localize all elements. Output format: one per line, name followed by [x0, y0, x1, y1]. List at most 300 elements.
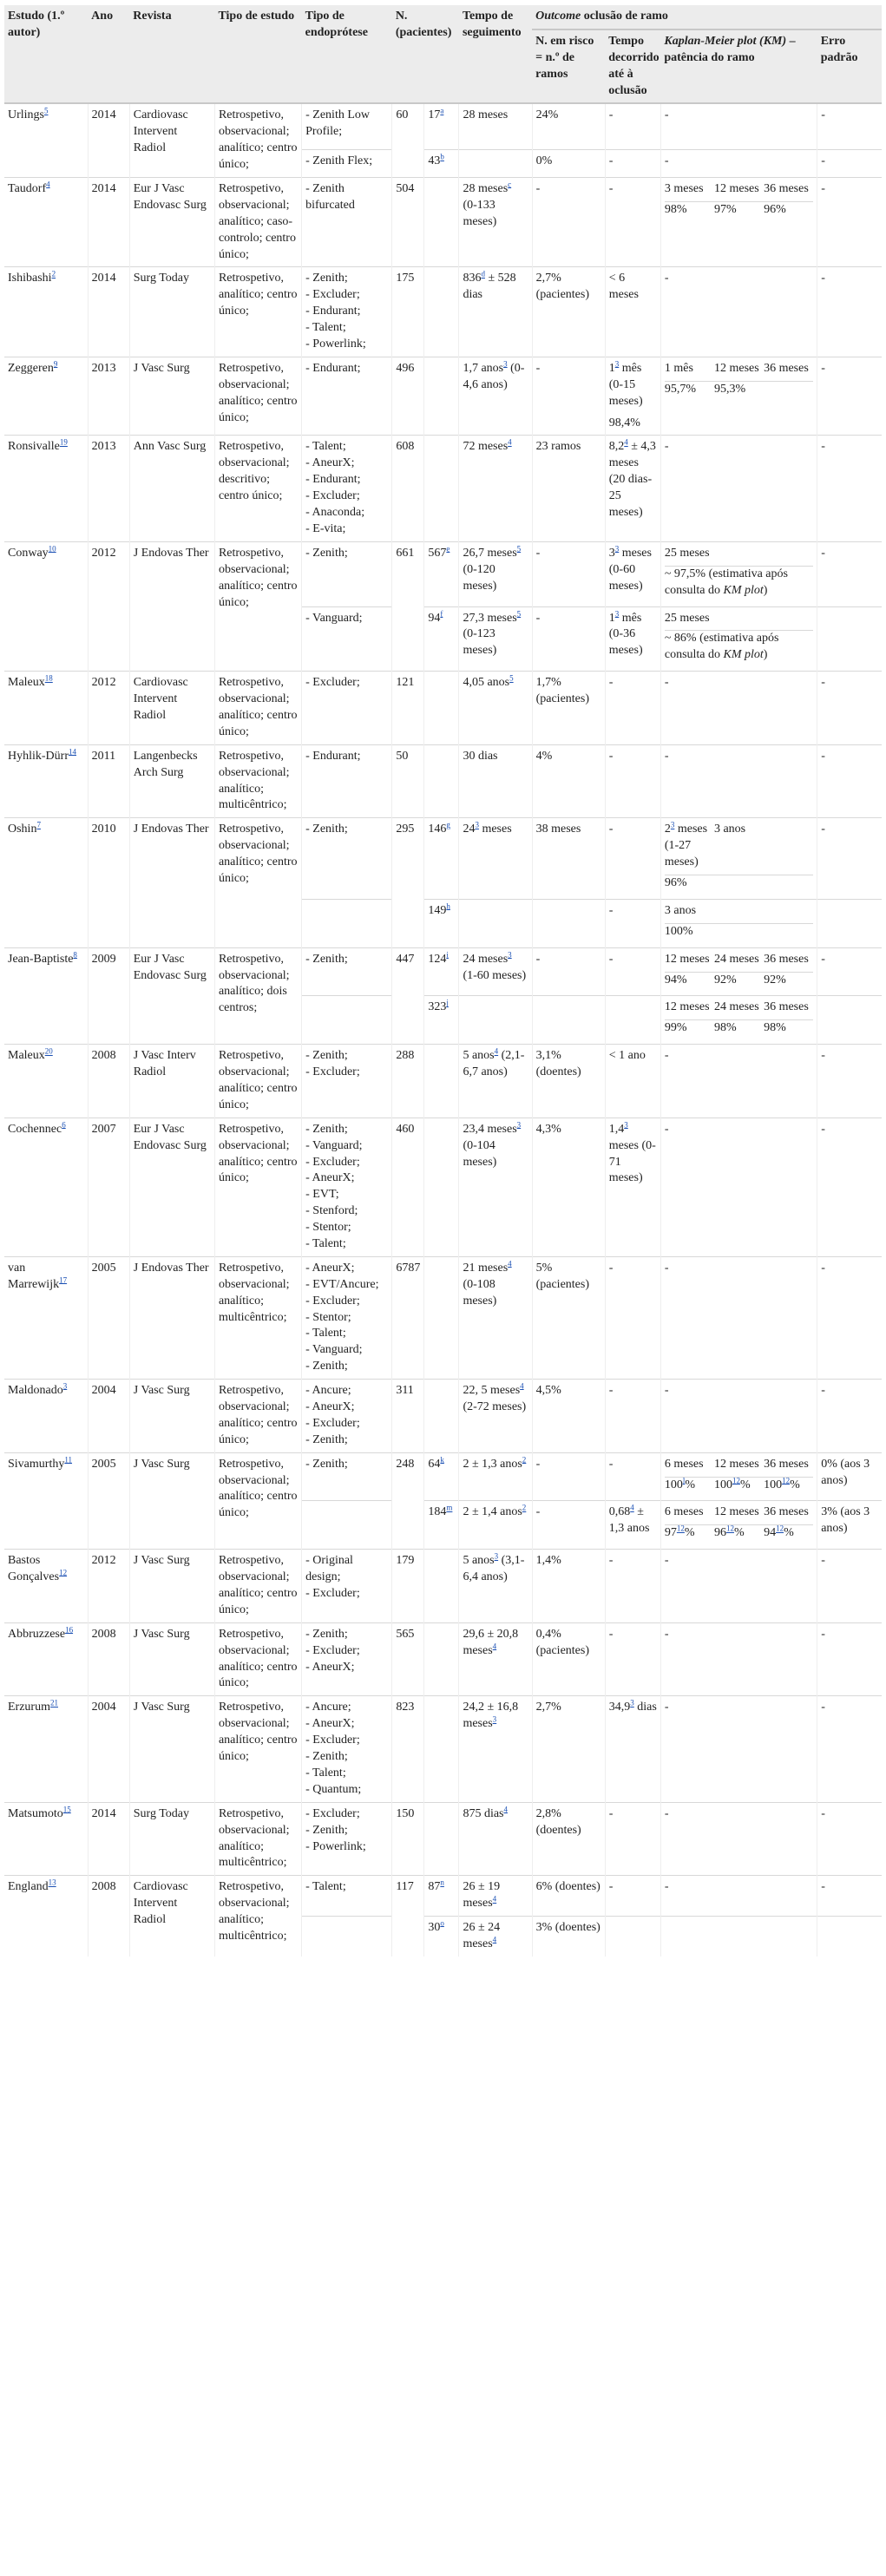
footnote-link[interactable]: 2 — [522, 1503, 527, 1512]
time-to-occlusion-cell: - — [605, 1452, 660, 1501]
journal-cell: Eur J Vasc Endovasc Surg — [129, 1118, 214, 1256]
time-to-occlusion-cell: $1^3$ mês (0-15 meses) 98,4% — [605, 357, 660, 436]
risk-cell: 4% — [532, 744, 605, 818]
km-row — [665, 611, 813, 631]
footnote-link[interactable]: 4 — [508, 1259, 512, 1268]
footnote-link[interactable]: 14 — [69, 747, 76, 757]
footnote-link[interactable]: 5 — [516, 608, 522, 618]
km-value: 36 meses — [764, 1505, 809, 1519]
author-ref[interactable] — [60, 438, 68, 447]
km-cell: - — [660, 103, 817, 150]
footnote-ref[interactable] — [493, 1935, 497, 1943]
footnote-ref[interactable] — [522, 1504, 527, 1512]
year-cell: 2010 — [88, 818, 129, 947]
footnote-link[interactable]: 2 — [522, 1455, 527, 1465]
km-row — [665, 381, 813, 401]
journal-cell: Surg Today — [129, 1802, 214, 1876]
journal-cell: Eur J Vasc Endovasc Surg — [129, 947, 214, 1045]
author-cell: Taudorf$^4$ — [4, 178, 88, 267]
std-error-cell — [817, 606, 882, 672]
footnote-link[interactable]: b — [440, 152, 444, 161]
km-plot-italic: KM plot — [723, 583, 764, 597]
n-patients-cell: 823 — [392, 1696, 424, 1802]
footnote-ref[interactable] — [520, 1381, 524, 1390]
prosthesis-item: - AneurX; — [305, 1261, 355, 1275]
prosthesis-item: - Anaconda; — [305, 506, 365, 520]
header-endoprotese: Tipo de endoprótese — [302, 5, 392, 103]
std-error-cell: - — [817, 1550, 882, 1623]
km-value: $94^{12}\%$ — [764, 1525, 813, 1545]
footnote-link[interactable]: 12 — [732, 1475, 740, 1485]
footnote-ref[interactable] — [440, 107, 443, 115]
footnote-link[interactable]: i — [446, 949, 449, 959]
footnote-link[interactable]: 5 — [44, 106, 49, 115]
prosthesis-item: - Zenith; — [305, 1122, 348, 1136]
year-cell: 2008 — [88, 1876, 129, 1957]
header-n-pacientes: N. (pacientes) — [392, 5, 459, 103]
footnote-link[interactable]: 13 — [48, 1878, 56, 1887]
study-type-cell: Retrospetivo, observacional; analítico; centro único; — [214, 1045, 301, 1118]
footnote-link[interactable]: c — [508, 180, 512, 189]
prosthesis-item: - Powerlink; — [305, 1839, 366, 1853]
footnote-link[interactable]: n — [440, 1878, 444, 1887]
footnote-link[interactable]: 4 — [624, 437, 628, 447]
footnote-link[interactable]: 3 — [614, 359, 620, 369]
n-patients-cell: 504 — [392, 178, 424, 267]
footnote-link[interactable]: 3 — [503, 359, 508, 369]
n-patients-cell: 608 — [392, 436, 424, 541]
risk-cell: 3% (doentes) — [532, 1917, 605, 1957]
footnote-link[interactable]: 12 — [725, 1524, 734, 1533]
footnote-ref[interactable] — [440, 1918, 444, 1927]
journal-cell: Cardiovasc Intervent Radiol — [129, 103, 214, 177]
footnote-ref[interactable] — [495, 1047, 499, 1056]
time-to-occlusion-cell: - — [605, 947, 660, 996]
footnote-link[interactable]: 17 — [59, 1275, 68, 1285]
author-ref[interactable] — [45, 674, 53, 683]
study-type-cell: Retrospetivo, observacional; analítico; centro único; — [214, 1380, 301, 1453]
std-error-cell: - — [817, 541, 882, 606]
author-ref[interactable] — [65, 1625, 73, 1634]
n-subgroup-cell — [424, 1622, 459, 1696]
km-cell: - — [660, 436, 817, 541]
risk-cell: 0,4% (pacientes) — [532, 1622, 605, 1696]
prosthesis-cell — [302, 1622, 392, 1696]
prosthesis-item: - Excluder; — [305, 1065, 360, 1079]
footnote-link[interactable]: k — [440, 1455, 444, 1465]
footnote-link[interactable]: 19 — [59, 437, 68, 447]
footnote-link[interactable]: 7 — [36, 820, 41, 829]
footnote-ref[interactable] — [508, 950, 512, 959]
n-subgroup-cell: 17$^a$ — [424, 103, 459, 150]
author-ref[interactable] — [63, 1805, 71, 1813]
prosthesis-item: - Zenith; — [305, 1049, 348, 1063]
km-value: 100$^l$% — [665, 1477, 714, 1497]
table-row — [4, 744, 882, 818]
journal-cell: J Vasc Interv Radiol — [129, 1045, 214, 1118]
footnote-link[interactable]: 2 — [51, 269, 56, 279]
km-value: 98% — [665, 201, 714, 221]
n-patients-cell: 60 — [392, 103, 424, 177]
footnote-link[interactable]: 9 — [53, 359, 58, 369]
footnote-link[interactable]: 15 — [62, 1805, 71, 1814]
std-error-cell: - — [817, 103, 882, 150]
km-subtable — [665, 1457, 813, 1498]
footnote-link[interactable]: 4 — [494, 1046, 499, 1056]
km-cell: - — [660, 1256, 817, 1379]
km-row — [665, 201, 813, 221]
footnote-link[interactable]: d — [481, 269, 485, 279]
footnote-link[interactable]: 3 — [62, 1381, 68, 1391]
prosthesis-item: - Talent; — [305, 321, 346, 335]
km-subtable — [665, 952, 813, 993]
author-ref[interactable] — [49, 1878, 56, 1887]
std-error-cell: - — [817, 1256, 882, 1379]
study-type-cell: Retrospetivo, observacional; analítico; centro único; — [214, 1118, 301, 1256]
prosthesis-item: - Zenith; — [305, 1750, 348, 1764]
journal-cell: Eur J Vasc Endovasc Surg — [129, 178, 214, 267]
table-body — [4, 103, 882, 1956]
risk-cell: - — [532, 1452, 605, 1501]
author-ref[interactable] — [44, 107, 49, 115]
footnote-link[interactable]: 5 — [516, 544, 522, 554]
followup-cell: 2 ± 1,3 anos$^2$ — [459, 1452, 532, 1501]
prosthesis-cell — [302, 672, 392, 745]
std-error-cell: - — [817, 1045, 882, 1118]
time-to-occlusion-cell: - — [605, 178, 660, 267]
footnote-link[interactable]: 4 — [508, 437, 512, 447]
footnote-link[interactable]: 3 — [630, 1698, 634, 1708]
footnote-ref[interactable] — [517, 1120, 522, 1129]
std-error-cell: - — [817, 947, 882, 996]
prosthesis-item: - Zenith; — [305, 1457, 348, 1471]
footnote-ref[interactable] — [726, 1524, 734, 1533]
followup-cell — [459, 996, 532, 1045]
footnote-link[interactable]: 3 — [614, 608, 620, 618]
footnote-ref[interactable] — [677, 1524, 685, 1533]
time-to-occlusion-cell: - — [605, 1256, 660, 1379]
footnote-link[interactable]: l — [682, 1475, 686, 1485]
followup-cell: 5 anos$^3$ (3,1-6,4 anos) — [459, 1550, 532, 1623]
followup-cell: 24 meses$^3$ (1-60 meses) — [459, 947, 532, 996]
footnote-link[interactable]: 3 — [614, 544, 620, 554]
footnote-ref[interactable] — [624, 438, 628, 447]
km-value: ~ 97,5% (estimativa após consulta do KM plot) — [665, 566, 813, 602]
footnote-link[interactable]: g — [446, 820, 450, 829]
prosthesis-cell — [302, 357, 392, 436]
followup-cell: 5 anos$^4$ (2,1-6,7 anos) — [459, 1045, 532, 1118]
n-subgroup-cell — [424, 672, 459, 745]
prosthesis-item: - Excluder; — [305, 676, 360, 690]
footnote-link[interactable]: 3 — [494, 1551, 499, 1561]
n-patients-cell: 447 — [392, 947, 424, 1045]
author-ref[interactable] — [49, 544, 56, 553]
footnote-ref[interactable] — [503, 359, 508, 368]
year-cell: 2008 — [88, 1045, 129, 1118]
footnote-ref[interactable] — [446, 901, 450, 910]
footnote-link[interactable]: 3 — [492, 1714, 497, 1724]
km-value: 98% — [764, 1020, 813, 1040]
header-risco: N. em risco = n.º de ramos — [532, 29, 605, 104]
table-row — [4, 1256, 882, 1379]
prosthesis-item: - Vanguard; — [305, 1138, 363, 1152]
prosthesis-item: - Talent; — [305, 440, 346, 454]
footnote-link[interactable]: 20 — [44, 1046, 53, 1056]
footnote-link[interactable]: 11 — [64, 1455, 73, 1465]
footnote-ref[interactable] — [440, 153, 444, 161]
footnote-link[interactable]: 3 — [475, 820, 479, 829]
table-row — [4, 1876, 882, 1917]
study-type-cell: Retrospetivo, observacional; analítico; centro único; — [214, 1622, 301, 1696]
km-cell: - — [660, 1045, 817, 1118]
footnote-link[interactable]: 21 — [49, 1698, 58, 1708]
footnote-ref[interactable] — [475, 821, 479, 829]
author-ref[interactable] — [69, 747, 76, 756]
author-cell: Maleux$^{18}$ — [4, 672, 88, 745]
header-revista: Revista — [129, 5, 214, 103]
km-value: 99% — [665, 1020, 714, 1040]
n-subgroup-cell — [424, 1802, 459, 1876]
study-type-cell: Retrospetivo, observacional; analítico; multicêntrico; — [214, 1802, 301, 1876]
footnote-ref[interactable] — [732, 1476, 740, 1485]
study-type-cell: Retrospetivo, observacional; analítico; centro único; — [214, 672, 301, 745]
study-type-cell: Retrospetivo, observacional; analítico; centro único; — [214, 1550, 301, 1623]
prosthesis-item: - Excluder; — [305, 1643, 360, 1657]
km-value: $100^{12}\%$ — [714, 1477, 764, 1497]
author-cell: Jean-Baptiste$^8$ — [4, 947, 88, 1045]
footnote-ref[interactable] — [495, 1552, 499, 1561]
footnote-link[interactable]: 12 — [782, 1475, 791, 1485]
study-type-cell: Retrospetivo, observacional; descritivo; centro único; — [214, 436, 301, 541]
prosthesis-item: - AneurX; — [305, 1660, 355, 1674]
footnote-ref[interactable] — [446, 950, 449, 959]
footnote-ref[interactable] — [493, 1642, 497, 1650]
prosthesis-cell — [302, 1550, 392, 1623]
footnote-ref[interactable] — [776, 1524, 784, 1533]
km-cell: - — [660, 1696, 817, 1802]
footnote-ref[interactable] — [630, 1504, 634, 1512]
footnote-ref[interactable] — [446, 821, 450, 829]
footnote-ref[interactable] — [440, 1878, 444, 1887]
footnote-link[interactable]: h — [446, 901, 450, 911]
journal-cell: J Endovas Ther — [129, 541, 214, 671]
risk-cell: 1,7% (pacientes) — [532, 672, 605, 745]
km-subtable — [665, 1504, 813, 1545]
footnote-link[interactable]: 3 — [670, 820, 675, 829]
km-cell — [660, 541, 817, 606]
author-ref[interactable] — [45, 1047, 53, 1056]
footnote-ref[interactable] — [615, 359, 620, 368]
km-cell: - — [660, 1380, 817, 1453]
km-cell — [660, 1501, 817, 1550]
author-ref[interactable] — [46, 180, 50, 188]
study-type-cell: Retrospetivo, observacional; analítico; centro único; — [214, 818, 301, 947]
footnote-ref[interactable] — [440, 609, 443, 618]
footnote-link[interactable]: 3 — [516, 1120, 522, 1130]
footnote-link[interactable]: 4 — [492, 1642, 497, 1651]
footnote-link[interactable]: 4 — [630, 1503, 634, 1512]
followup-cell: 23,4 meses$^3$ (0-104 meses) — [459, 1118, 532, 1256]
prosthesis-item: - EVT/Ancure; — [305, 1277, 379, 1291]
author-ref[interactable] — [63, 1381, 68, 1390]
table-row — [4, 178, 882, 267]
prosthesis-item: - AneurX; — [305, 1400, 355, 1414]
risk-cell: 6% (doentes) — [532, 1876, 605, 1917]
footnote-link[interactable]: 12 — [776, 1524, 784, 1533]
time-to-occlusion-cell: $3^3$ meses (0-60 meses) — [605, 541, 660, 606]
table-row — [4, 1045, 882, 1118]
footnote-link[interactable]: 4 — [520, 1381, 524, 1391]
author-ref[interactable] — [59, 1275, 67, 1284]
prosthesis-cell — [302, 744, 392, 818]
author-ref[interactable] — [73, 950, 77, 959]
km-cell: - — [660, 744, 817, 818]
author-ref[interactable] — [50, 1699, 58, 1708]
footnote-ref[interactable] — [615, 609, 620, 618]
std-error-cell: - — [817, 436, 882, 541]
footnote-link[interactable]: 4 — [492, 1935, 497, 1944]
prosthesis-item: - Talent; — [305, 1237, 346, 1250]
km-row — [665, 1504, 813, 1524]
footnote-link[interactable]: j — [446, 998, 449, 1007]
author-ref[interactable] — [54, 359, 58, 368]
footnote-link[interactable]: 6 — [62, 1120, 66, 1130]
footnote-ref[interactable] — [440, 1455, 444, 1464]
prosthesis-item: - Zenith; — [305, 952, 348, 966]
km-row — [665, 1020, 813, 1040]
n-subgroup-cell — [424, 744, 459, 818]
prosthesis-cell — [302, 178, 392, 267]
footnote-ref[interactable] — [446, 999, 449, 1007]
footnote-ref[interactable] — [508, 180, 511, 188]
footnote-link[interactable]: 12 — [59, 1568, 68, 1577]
time-to-occlusion-cell: $8,2^4 \pm 4,3$ meses (20 dias-25 meses) — [605, 436, 660, 541]
footnote-link[interactable]: 3 — [624, 1120, 628, 1130]
km-row — [665, 923, 813, 943]
km-row — [665, 952, 813, 972]
footnote-ref[interactable] — [504, 1805, 509, 1813]
prosthesis-item: - Ancure; — [305, 1384, 351, 1398]
footnote-link[interactable]: 5 — [509, 673, 514, 683]
prosthesis-item: - Zenith; — [305, 546, 348, 560]
prosthesis-cell — [302, 436, 392, 541]
author-ref[interactable] — [64, 1455, 72, 1464]
time-to-occlusion-cell: $1^3$ mês (0-36 meses) — [605, 606, 660, 672]
author-ref[interactable] — [59, 1568, 67, 1576]
footnote-link[interactable]: o — [440, 1918, 444, 1928]
header-tipo-estudo: Tipo de estudo — [214, 5, 301, 103]
footnote-link[interactable]: 16 — [65, 1625, 74, 1635]
footnote-link[interactable]: e — [446, 544, 450, 554]
prosthesis-cell — [302, 1380, 392, 1453]
table-row — [4, 947, 882, 996]
footnote-link[interactable]: 8 — [73, 949, 77, 959]
time-to-occlusion-cell: - — [605, 150, 660, 178]
results-table — [4, 5, 882, 1957]
footnote-link[interactable]: 12 — [676, 1524, 685, 1533]
footnote-ref[interactable] — [671, 821, 675, 829]
footnote-ref[interactable] — [522, 1455, 527, 1464]
footnote-ref[interactable] — [517, 609, 522, 618]
footnote-link[interactable]: 18 — [44, 673, 53, 683]
km-value: $97^{12}\%$ — [665, 1525, 714, 1545]
footnote-ref[interactable] — [508, 1259, 512, 1268]
year-cell: 2014 — [88, 267, 129, 357]
author-cell: Bastos Gonçalves$^{12}$ — [4, 1550, 88, 1623]
km-value: 12 meses — [713, 1505, 759, 1519]
author-cell: Abbruzzese$^{16}$ — [4, 1622, 88, 1696]
std-error-cell: 0% (aos 3 anos) — [817, 1452, 882, 1501]
footnote-ref[interactable] — [624, 1120, 628, 1129]
footnote-ref[interactable] — [683, 1476, 686, 1485]
followup-cell: 26 ± 19 meses$^4$ — [459, 1876, 532, 1917]
header-tempo-seguimento: Tempo de seguimento — [459, 5, 532, 103]
table-header — [4, 5, 882, 103]
journal-cell: Langenbecks Arch Surg — [129, 744, 214, 818]
author-cell: Hyhlik-Dürr$^{14}$ — [4, 744, 88, 818]
std-error-cell: - — [817, 1802, 882, 1876]
study-type-cell: Retrospetivo, observacional; analítico; centro único; — [214, 357, 301, 436]
n-patients-cell: 288 — [392, 1045, 424, 1118]
author-cell: Sivamurthy$^{11}$ — [4, 1452, 88, 1550]
footnote-link[interactable]: f — [440, 608, 443, 618]
prosthesis-item: - AneurX; — [305, 1171, 355, 1185]
km-cell: - — [660, 1802, 817, 1876]
footnote-link[interactable]: 4 — [46, 180, 50, 189]
footnote-ref[interactable] — [782, 1476, 790, 1485]
km-value: 98% — [714, 1020, 764, 1040]
author-cell: Oshin$^7$ — [4, 818, 88, 947]
risk-cell: 1,4% — [532, 1550, 605, 1623]
footnote-link[interactable]: 4 — [492, 1894, 497, 1904]
footnote-ref[interactable] — [481, 270, 485, 279]
km-cell — [660, 606, 817, 672]
occlusion-extra: 98,4% — [608, 416, 640, 429]
footnote-ref[interactable] — [446, 544, 450, 553]
header-km-rest: – patência do ramo — [664, 34, 796, 64]
km-value: 12 meses — [713, 1457, 759, 1471]
prosthesis-item: - AneurX; — [305, 456, 355, 470]
author-ref[interactable] — [36, 821, 41, 829]
footnote-link[interactable]: 4 — [503, 1805, 508, 1814]
author-ref[interactable] — [62, 1120, 66, 1129]
footnote-link[interactable]: 10 — [48, 544, 56, 554]
footnote-ref[interactable] — [615, 544, 620, 553]
std-error-cell: - — [817, 1118, 882, 1256]
prosthesis-cell — [302, 996, 392, 1045]
footnote-ref[interactable] — [446, 1504, 452, 1512]
footnote-ref[interactable] — [493, 1715, 497, 1724]
footnote-ref[interactable] — [508, 438, 512, 447]
footnote-ref[interactable] — [509, 674, 514, 683]
prosthesis-item: - E-vita; — [305, 521, 346, 535]
km-value: 97% — [714, 201, 764, 221]
prosthesis-item: - Zenith; — [305, 1432, 348, 1446]
prosthesis-cell — [302, 1256, 392, 1379]
footnote-ref[interactable] — [493, 1895, 497, 1904]
std-error-cell: - — [817, 1380, 882, 1453]
footnote-ref[interactable] — [517, 544, 522, 553]
prosthesis-item: - Excluder; — [305, 1734, 360, 1747]
n-subgroup-cell: 146$^g$ — [424, 818, 459, 900]
author-ref[interactable] — [52, 270, 56, 279]
footnote-link[interactable]: 3 — [508, 949, 512, 959]
year-cell: 2004 — [88, 1380, 129, 1453]
footnote-link[interactable]: m — [446, 1503, 453, 1512]
footnote-link[interactable]: a — [440, 106, 444, 115]
n-patients-cell: 661 — [392, 541, 424, 671]
footnote-ref[interactable] — [630, 1699, 634, 1708]
